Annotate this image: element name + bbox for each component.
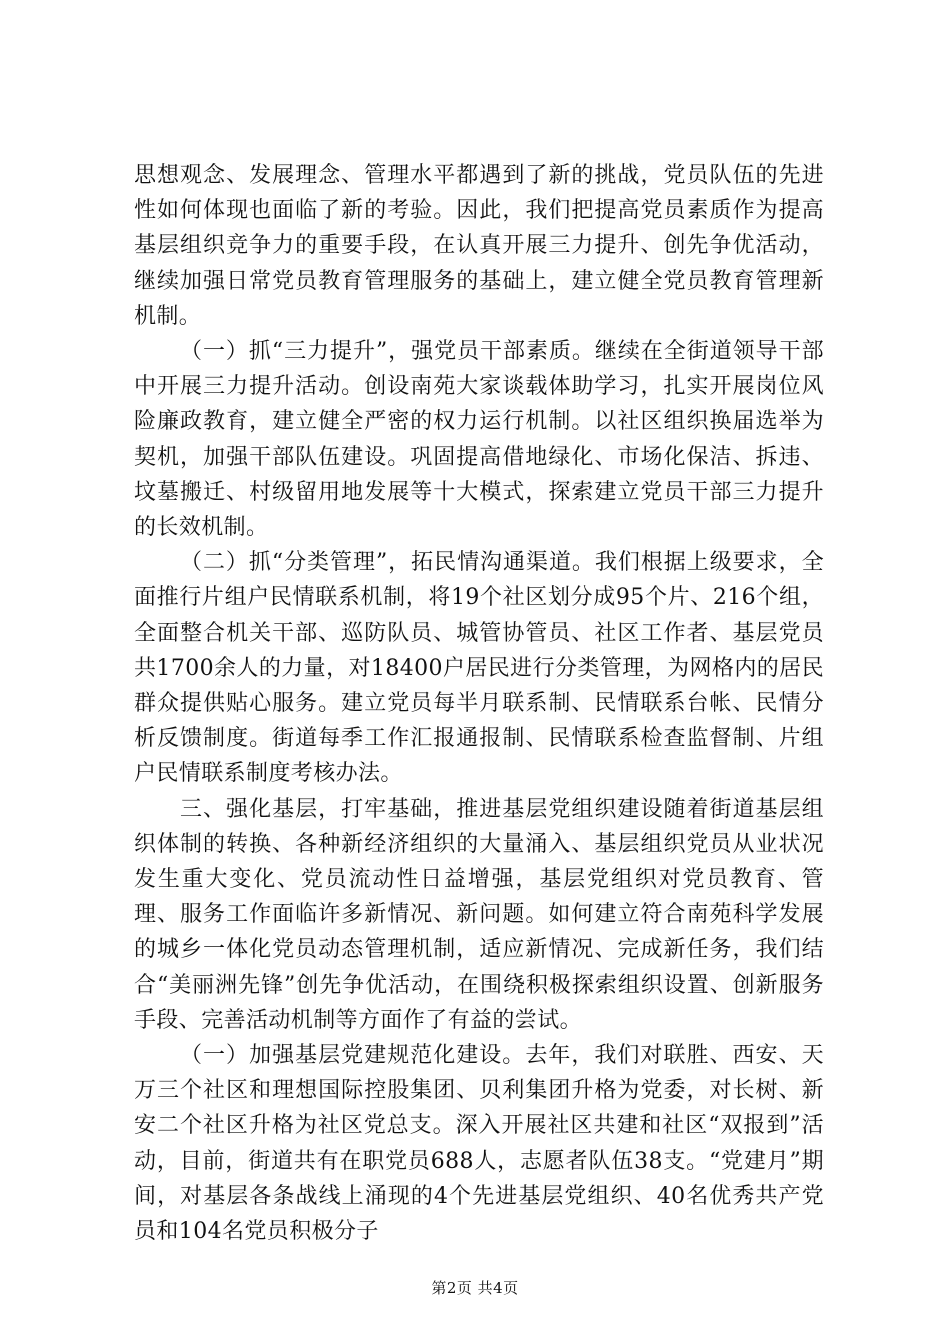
- paragraph-standardized-construction: （一）加强基层党建规范化建设。去年，我们对联胜、西安、天万三个社区和理想国际控股集团、贝利集团升格为党委，对长树、新安二个社区升格为社区党总支。深入开展社区共建和社区“双报到”活动，目前，街道共有在职党员688人，志愿者队伍38支。“党建月”期间，对基层各条战线上涌现的4个先进基层党组织、40名优秀共产党员和104名党员积极分子: [134, 1043, 824, 1245]
- paragraph-classified-management: （二）抓“分类管理”，拓民情沟通渠道。我们根据上级要求，全面推行片组户民情联系机制，将19个社区划分成95个片、216个组，全面整合机关干部、巡防队员、城管协管员、社区工作者、基层党员共1700余人的力量，对18400户居民进行分类管理，为网格内的居民群众提供贴心服务。建立党员每半月联系制、民情联系台帐、民情分析反馈制度。街道每季工作汇报通报制、民情联系检查监督制、片组户民情联系制度考核办法。: [134, 550, 824, 787]
- paragraph-section-three: 三、强化基层，打牢基础，推进基层党组织建设随着街道基层组织体制的转换、各种新经济组织的大量涌入、基层组织党员从业状况发生重大变化、党员流动性日益增强，基层党组织对党员教育、管理、服务工作面临许多新情况、新问题。如何建立符合南苑科学发展的城乡一体化党员动态管理机制，适应新情况、完成新任务，我们结合“美丽洲先锋”创先争优活动，在围绕积极探索组织设置、创新服务手段、完善活动机制等方面作了有益的尝试。: [134, 796, 824, 1033]
- document-body: [134, 158, 824, 1249]
- paragraph-three-force-upgrade: （一）抓“三力提升”，强党员干部素质。继续在全街道领导干部中开展三力提升活动。创设南苑大家谈载体助学习，扎实开展岗位风险廉政教育，建立健全严密的权力运行机制。以社区组织换届选举为契机，加强干部队伍建设。巩固提高借地绿化、市场化保洁、拆违、坟墓搬迁、村级留用地发展等十大模式，探索建立党员干部三力提升的长效机制。: [134, 339, 824, 541]
- page-number-footer: 第2页 共4页: [431, 1279, 519, 1297]
- paragraph-intro-continued: 思想观念、发展理念、管理水平都遇到了新的挑战，党员队伍的先进性如何体现也面临了新的考验。因此，我们把提高党员素质作为提高基层组织竞争力的重要手段，在认真开展三力提升、创先争优活动，继续加强日常党员教育管理服务的基础上，建立健全党员教育管理新机制。: [134, 163, 824, 329]
